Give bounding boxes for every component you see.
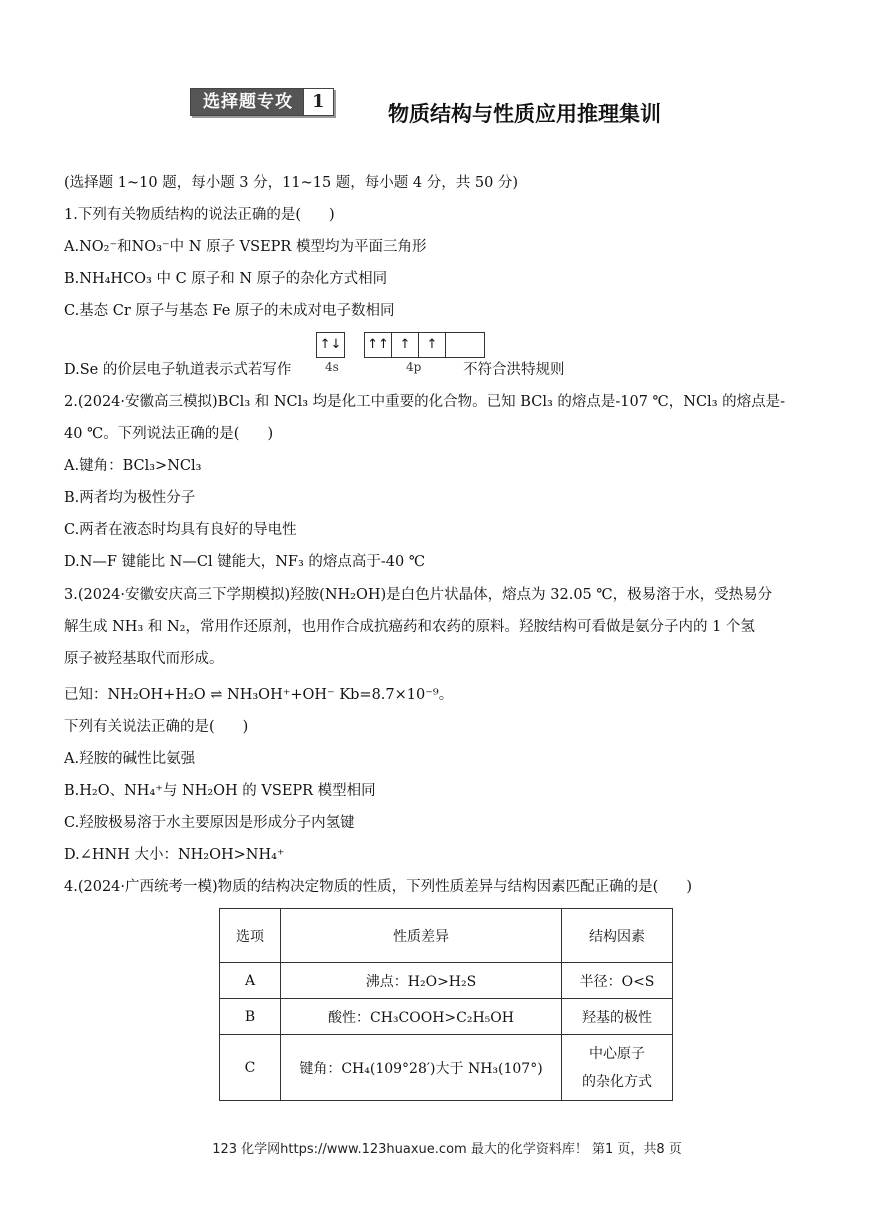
q1-option-a: A.NO₂⁻和NO₃⁻中 N 原子 VSEPR 模型均为平面三角形 [64, 239, 427, 255]
q3-stem-text: 下列有关说法正确的是( [64, 719, 215, 735]
intro-text: (选择题 1~10 题，每小题 3 分，11~15 题，每小题 4 分，共 50 分) [64, 175, 519, 191]
table-row [220, 1035, 673, 1101]
orbital-4s [316, 332, 345, 358]
q2-stem-close: ) [267, 426, 274, 442]
q1-option-b: B.NH₄HCO₃ 中 C 原子和 N 原子的杂化方式相同 [64, 271, 388, 287]
table-header-cell: 选项 [220, 909, 281, 963]
table-cell: C [220, 1035, 281, 1101]
q2-stem-text: 40 ℃。下列说法正确的是( [64, 426, 240, 442]
table-cell: B [220, 999, 281, 1035]
table-row [220, 999, 673, 1035]
orbital-label-4s: 4s [325, 360, 339, 374]
q1-option-d-tail: 不符合洪特规则 [463, 362, 565, 378]
q2-option-d: D.N—F 键能比 N—Cl 键能大，NF₃ 的熔点高于-40 ℃ [64, 554, 426, 570]
page-footer: 123 化学网https://www.123huaxue.com 最大的化学资料库！ 第1 页，共8 页 [212, 1142, 682, 1157]
q2-option-c: C.两者在液态时均具有良好的导电性 [64, 522, 297, 538]
table-cell: 半径：O<S [562, 963, 673, 999]
q3-known: 已知：NH₂OH+H₂O ⇌ NH₃OH⁺+OH⁻ Kb=8.7×10⁻⁹。 [64, 687, 454, 703]
q2-option-b: B.两者均为极性分子 [64, 490, 196, 506]
q4-stem-text: 4.(2024·广西统考一模)物质的结构决定物质的性质，下列性质差异与结构因素匹配正确的是( [64, 879, 659, 895]
page-title: 物质结构与性质应用推理集训 [388, 102, 661, 126]
table-header-cell: 结构因素 [562, 909, 673, 963]
q3-line-1: 3.(2024·安徽安庆高三下学期模拟)羟胺(NH₂OH)是白色片状晶体，熔点为 32.05 ℃，极易溶于水，受热易分 [64, 587, 773, 603]
q3-option-a: A.羟胺的碱性比氨强 [64, 751, 196, 767]
q3-stem-close: ) [242, 719, 249, 735]
q3-stem [64, 717, 248, 737]
q1-option-c: C.基态 Cr 原子与基态 Fe 原子的未成对电子数相同 [64, 303, 395, 319]
q4-stem-close: ) [686, 879, 692, 895]
q1-stem [64, 205, 335, 225]
q3-option-c: C.羟胺极易溶于水主要原因是形成分子内氢键 [64, 815, 355, 831]
table-cell: 中心原子 的杂化方式 [562, 1035, 673, 1101]
table-cell: 羟基的极性 [562, 999, 673, 1035]
orbital-4s-cell: ↑↓ [319, 337, 342, 352]
badge-number: 1 [303, 89, 333, 115]
orbital-4p-cell-4 [446, 333, 484, 357]
orbital-4p-cell-3: ↑ [419, 333, 446, 357]
q4-stem [64, 877, 692, 897]
table-header-cell: 性质差异 [281, 909, 562, 963]
table-cell: 沸点：H₂O>H₂S [281, 963, 562, 999]
q1-stem-text: 1.下列有关物质结构的说法正确的是( [64, 207, 301, 223]
q3-line-2: 解生成 NH₃ 和 N₂，常用作还原剂，也用作合成抗癌药和农药的原料。羟胺结构可看做是氨分子内的 1 个氢 [64, 619, 755, 635]
section-badge [190, 88, 334, 116]
table-cell: 键角：CH₄(109°28′)大于 NH₃(107°) [281, 1035, 562, 1101]
table-row [220, 963, 673, 999]
table-cell: 酸性：CH₃COOH>C₂H₅OH [281, 999, 562, 1035]
q3-option-b: B.H₂O、NH₄⁺与 NH₂OH 的 VSEPR 模型相同 [64, 783, 376, 799]
table-cell: A [220, 963, 281, 999]
badge-text: 选择题专攻 [191, 89, 303, 115]
q3-line-3: 原子被羟基取代而形成。 [64, 651, 224, 667]
q1-stem-close: ) [329, 207, 335, 223]
q2-line-2 [64, 424, 273, 444]
orbital-4p-cell-2: ↑ [392, 333, 419, 357]
q2-option-a: A.键角：BCl₃>NCl₃ [64, 458, 202, 474]
table-header-row [220, 909, 673, 963]
q1-option-d-text: D.Se 的价层电子轨道表示式若写作 [64, 362, 292, 378]
orbital-label-4p: 4p [406, 360, 422, 374]
q3-option-d: D.∠HNH 大小：NH₂OH>NH₄⁺ [64, 847, 285, 863]
q1-option-d [64, 360, 291, 380]
q2-line-1: 2.(2024·安徽高三模拟)BCl₃ 和 NCl₃ 均是化工中重要的化合物。已知 BCl₃ 的熔点是-107 ℃，NCl₃ 的熔点是- [64, 394, 786, 410]
options-table [219, 908, 673, 1101]
header [190, 88, 710, 128]
orbital-4p-cell-1: ↑↑ [365, 333, 392, 357]
orbital-4p [364, 332, 485, 358]
